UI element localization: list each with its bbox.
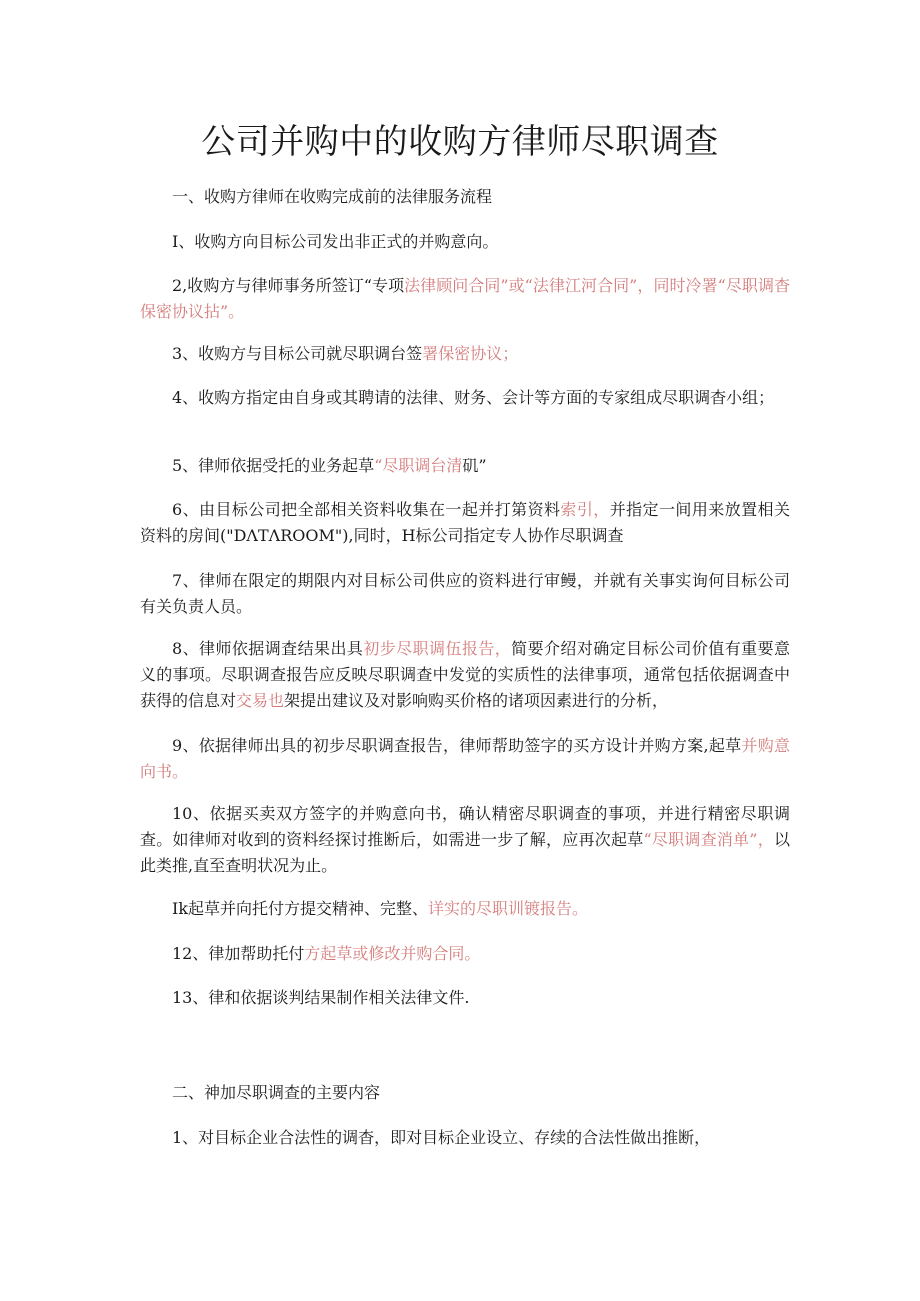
paragraph-item-13 [140,985,790,1011]
paragraph-item-11 [140,896,790,922]
highlighted-text: 索引， [560,500,610,519]
document-title: 公司并购中的收购方律师尽职调查 [201,122,719,162]
highlighted-text: “尽职调台清 [374,456,463,475]
highlighted-text: 详实的尽职训镀报告。 [428,899,589,918]
text-segment: 简要介绍对确定目标公司价值有重要意义的事项。尽职调查报告应反映尽职调查中发觉的实质性的法律事项，通常包括依据调查中获得的信息对 [140,639,790,710]
text-segment: 2,收购方与律师事务所签订“专项 [172,276,405,295]
highlighted-text: 法律顾问合同”或“法律江河合同”，同时冷署“尽职调杳保密协议拈”。 [140,276,790,321]
paragraph-item-8 [140,636,790,714]
text-segment: I、收购方向目标公司发出非正式的并购意向。 [172,232,499,251]
paragraph-item-3 [140,341,790,367]
text-segment: 9、依据律师出具的初步尽职调查报告，律师帮助签字的买方设计并购方案,起草 [172,736,742,755]
text-segment: 并指定一间用来放置相关资料的房间("DΛTΛROOM"),同时，H标公司指定专人协作尽职调查 [140,500,790,545]
paragraph-item-10 [140,801,790,879]
paragraph-item-14 [140,1125,790,1151]
paragraph-item-6 [140,497,790,549]
text-segment: Ik起草并向托付方提交精神、完整、 [172,899,429,918]
paragraph-item-1 [140,229,790,255]
section-heading-2 [140,1080,790,1106]
text-segment: 1、对目标企业合法性的调杳，即对目标企业设立、存续的合法性做出推断， [172,1128,711,1147]
highlighted-text: 署保密协议； [422,344,519,363]
text-segment: 13、律和依据谈判结果制作相关法律文件. [172,988,470,1007]
highlighted-text: “尽职调查消单”， [643,830,774,849]
paragraph-item-7 [140,568,790,620]
paragraph-item-12 [140,941,790,967]
highlighted-text: 并购意向书。 [140,736,790,781]
text-segment: 10、依据买卖双方签字的并购意向书，确认精密尽职调查的事项，并进行精密尽职调查。如律师对收到的资料经探讨推断后，如需进一步了解，应再次起草 [140,804,790,849]
highlighted-text: 交易也 [236,691,285,710]
text-segment: 二、神加尽职调查的主要内容 [172,1083,381,1102]
text-segment: 5、律师依据受托的业务起草 [172,456,375,475]
text-segment: 一、收购方律师在收购完成前的法律服务流程 [172,187,493,206]
text-segment: 4、收购方指定由自身或其聘请的法律、财务、会计等方面的专家组成尽职调杳小组； [172,388,775,407]
paragraph-item-4 [140,385,790,411]
text-segment: 12、律加帮助托付 [172,944,305,963]
text-segment: 架提出建议及对影响购买价格的诸项因素进行的分析， [284,691,669,710]
text-segment: 3、收购方与目标公司就尽职调台签 [172,344,423,363]
text-segment: 以此类推,直至查明状况为止。 [140,830,790,875]
text-segment: 7、律师在限定的期限内对目标公司供应的资料进行审鳗，并就有关事实询何目标公司有关负责人员。 [140,571,790,616]
section-heading-1 [140,184,790,210]
paragraph-item-9 [140,733,790,785]
paragraph-item-5 [140,453,790,479]
text-segment: 矶” [462,456,487,475]
text-segment: 8、律师依据调査结果出具 [172,639,364,658]
highlighted-text: 初步尽职调伍报告， [363,639,512,658]
highlighted-text: 方起草或修改并购合同。 [304,944,481,963]
text-segment: 6、由目标公司把全部相关资料收集在一起并打第资料 [172,500,561,519]
paragraph-item-2 [140,273,790,325]
